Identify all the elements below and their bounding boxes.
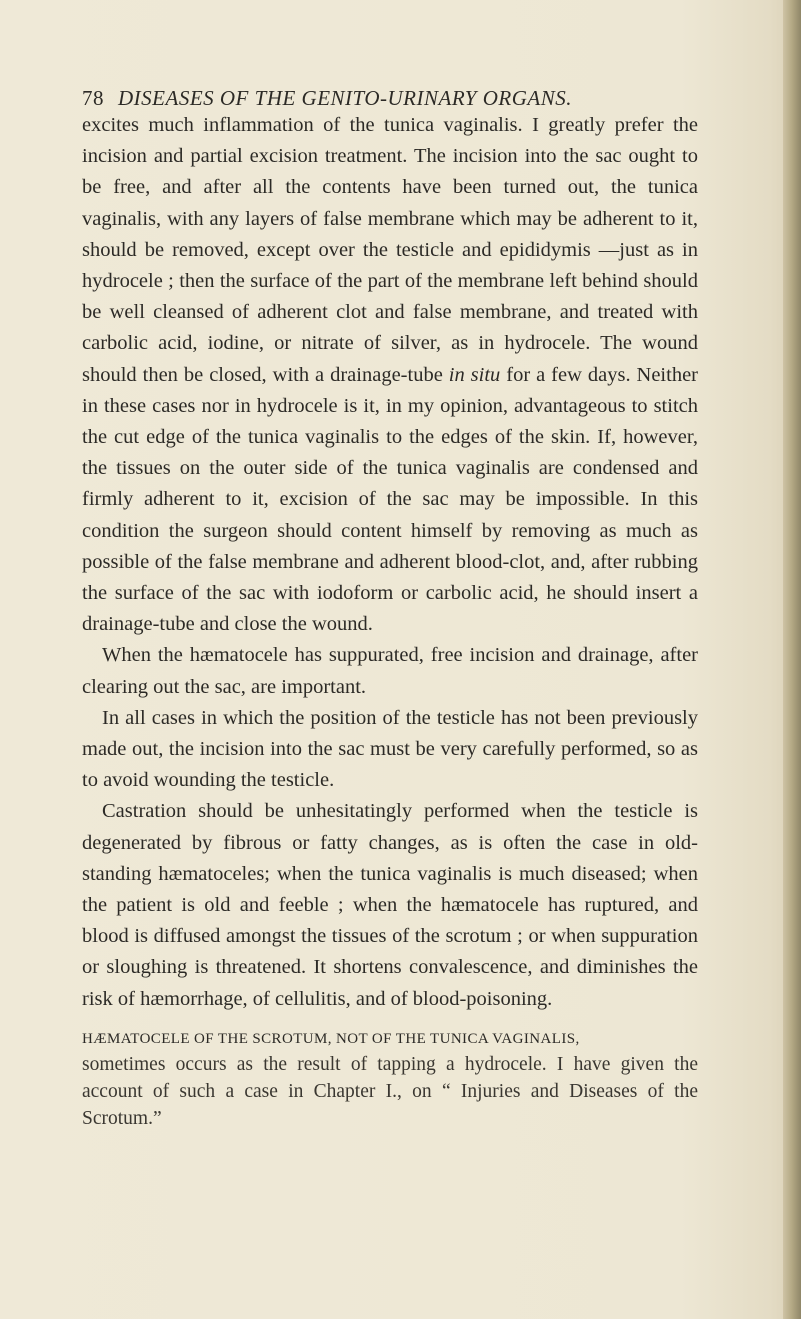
section-lead-text: sometimes occurs as the result of tapping a hydrocele. I have given the account of such a case in Chapter I., on “ Injuries and Diseases of the Scrotum.” [82,1053,698,1129]
page-number: 78 [82,86,104,110]
paragraph-3: In all cases in which the position of the testicle has not been previously made out, the incision into the sac must be very carefully performed, so as to avoid wounding the testicle. [82,706,698,792]
body-text [82,110,698,1132]
paragraph-1-italic: in situ [448,363,501,386]
page-edge [783,0,801,1319]
paragraph-4: Castration should be unhesitatingly performed when the testicle is degenerated by fibrous or fatty changes, as is often the case in old-standing hæmatoceles; when the tunica vaginalis is much diseased; when the patient is old and feeble ; when the hæmatocele has ruptured, and blood is diffused amongst the tissues of the scrotum ; or when suppuration or sloughing is threatened. It shortens convalescence, and diminishes the risk of hæmorrhage, of cellulitis, and of blood-poisoning. [82,800,698,1010]
paragraph-1 [82,110,698,640]
section-heading: HÆMATOCELE OF THE SCROTUM, NOT OF THE TUNICA VAGINALIS, [82,1030,580,1047]
running-header [82,86,682,111]
paragraph-2: When the hæmatocele has suppurated, free incision and drainage, after clearing out the sac, are important. [82,644,698,698]
running-title: DISEASES OF THE GENITO-URINARY ORGANS. [118,86,572,110]
paragraph-1-text-b: for a few days. Neither in these cases nor in hydrocele is it, in my opinion, advantageous to stitch the cut edge of the tunica vaginalis to the edges of the skin. If, however, the tissues on the outer side of the tunica vaginalis are condensed and firmly adherent to it, excision of the sac may be impossible. In this condition the surgeon should content himself by removing as much as possible of the false membrane and adherent blood-clot, and, after rubbing the surface of the sac with iodoform or carbolic acid, he should insert a drainage-tube and close the wound. [82,363,699,636]
paragraph-1-text-a: excites much inflammation of the tunica vaginalis. I greatly prefer the incision and partial excision treatment. The incision into the sac ought to be free, and after all the contents have been turned out, the tunica vaginalis, with any layers of false membrane which may be adherent to it, should be removed, except over the testicle and epididymis —just as in hydrocele ; then the surface of the part of the membrane left behind should be well cleansed of adherent clot and false membrane, and treated with carbolic acid, iodine, or nitrate of silver, as in hydrocele. The wound should then be closed, with a drainage-tube [82,114,698,386]
